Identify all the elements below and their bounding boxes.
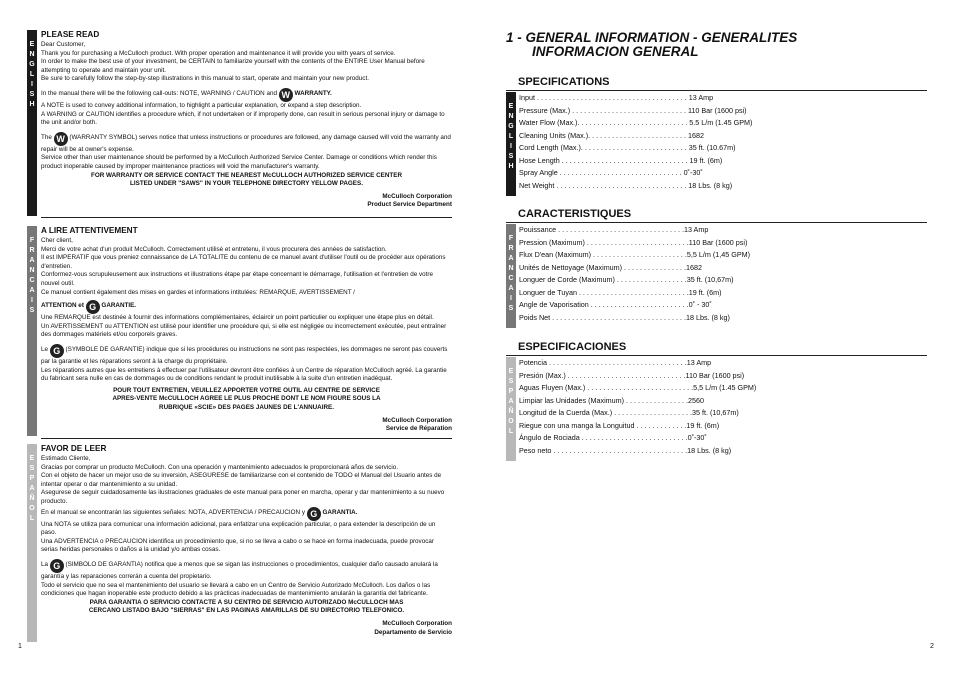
spec-spanish-rule <box>506 355 927 356</box>
spanish-contact-line1: PARA GARANTIA O SERVICIO CONTACTE A SU CENTRO DE SERVICIO AUTORIZADO McCULLOCH MAS <box>89 598 404 606</box>
page-number-left: 1 <box>18 643 22 650</box>
spec-row: Potencia . . . . . . . . . . . . . . . . . . . . . . . . . . . . . . . . . . .13 Amp <box>519 358 712 367</box>
tab-letter: A <box>508 285 514 292</box>
spec-spanish-tab <box>506 357 516 461</box>
english-section <box>41 30 452 210</box>
page-title <box>506 31 797 59</box>
spec-spanish <box>506 341 927 471</box>
spec-row: Aguas Fluyen (Max.) . . . . . . . . . . . . . . . . . . . . . . . . . . .5,5 L/m (1.45 GPM) <box>519 383 757 392</box>
tab-letter: S <box>29 307 35 314</box>
spec-row: Input . . . . . . . . . . . . . . . . . . . . . . . . . . . . . . . . . . . . . . 13 Amp <box>519 93 714 102</box>
tab-letter: I <box>31 297 33 304</box>
tab-letter: A <box>29 257 35 264</box>
spanish-la: La <box>41 560 49 568</box>
spanish-contact-line2: CERCANO LISTADO BAJO "SIERRAS" EN LAS PAGINAS AMARILLAS DE SU DIRECTORIO TELEFONICO. <box>88 607 405 615</box>
tab-letter: E <box>29 455 35 462</box>
spec-row: Angle de Vaporisation . . . . . . . . . . . . . . . . . . . . . . . . .0˚ - 30˚ <box>519 300 712 309</box>
tab-letter: I <box>510 143 512 150</box>
french-para-steps: Conformez-vous scrupuleusement aux instructions et illustrations étape par étape concernant le démarrage, l'utilisation et l'entretien de votre nouvel outil. <box>41 271 433 287</box>
tab-letter: S <box>29 91 35 98</box>
title-line2: INFORMACION GENERAL <box>532 44 699 59</box>
english-service-para: Service other than user maintenance should be performed by a McCulloch Authorized Service Center. Damage or conditions which render this product inoperable caused by improper maintenance practices will void the manufacturer's warranty. <box>41 154 437 170</box>
spec-french-rule <box>506 222 927 223</box>
tab-letter: C <box>29 277 35 284</box>
french-section <box>41 226 452 434</box>
spec-row: Spray Angle . . . . . . . . . . . . . . . . . . . . . . . . . . . . . . . 0˚-30˚ <box>519 168 703 177</box>
spec-row: Flux D'ean (Maximum) . . . . . . . . . . . . . . . . . . . . . . . .5,5 L/m (1,45 GPM) <box>519 250 751 259</box>
spec-row: Longuer de Corde (Maximum) . . . . . . . . . . . . . . . . . .35 ft. (10,67m) <box>519 275 734 284</box>
french-avertissement-para: Un AVERTISSEMENT ou ATTENTION est utilisé pour identifier une procédure qui, si elle est négligée ou incorrectement exécutée, peut entraîner des dommages matériels et/ou corporels graves. <box>41 322 447 339</box>
spec-row: Pression (Maximum) . . . . . . . . . . . . . . . . . . . . . . . . . .110 Bar (1600 psi) <box>519 237 748 247</box>
english-warranty-symbol-para: (WARRANTY SYMBOL) serves notice that unless instructions or procedures are followed, any damage caused will void the warranty and repair will be at owner's expense. <box>41 133 451 153</box>
spec-spanish-heading: ESPECIFICACIONES <box>518 341 627 353</box>
spanish-para-thanks: Gracias por comprar un producto McCulloch. Con una operación y mantenimiento adecuados le proporcionará años de servicio. <box>41 463 399 471</box>
tab-letter: O <box>508 418 514 425</box>
tab-letter: I <box>510 295 512 302</box>
english-warranty-word: WARRANTY. <box>294 89 332 97</box>
french-contact-line2: APRES-VENTE McCULLOCH AGREE LE PLUS PROCHE DONT LE NOM FIGURE SOUS LA <box>112 395 381 403</box>
spec-french-list <box>519 224 750 324</box>
page-number-right: 2 <box>930 643 934 650</box>
spec-row: Ángulo de Rociada . . . . . . . . . . . . . . . . . . . . . . . . . . .0˚-30˚ <box>519 433 707 442</box>
tab-letter: S <box>508 378 514 385</box>
spec-row: Unités de Nettoyage (Maximum) . . . . . . . . . . . . . . . .1682 <box>519 262 702 272</box>
french-service-para: Les réparations autres que les entretiens à effectuer par l'utilisateur devront être confiées à un Centre de réparation McCulloch agréé. La garantie du fabricant sera nulle en cas de dommages ou de conditions rendant le produit inutilisable à la suite d'un entretien inadéquat. <box>41 366 447 383</box>
tab-letter: A <box>508 398 514 405</box>
spanish-garantia-word: GARANTIA. <box>322 508 358 516</box>
french-para-thanks: Merci de votre achat d'un produit McCulloch. Correctement utilisé et entretenu, il vous procurera des années de satisfaction. <box>41 245 387 253</box>
tab-letter: N <box>508 113 514 120</box>
english-contact-line1: FOR WARRANTY OR SERVICE CONTACT THE NEAREST McCULLOCH AUTHORIZED SERVICE CENTER <box>90 171 402 179</box>
tab-letter: S <box>508 305 514 312</box>
spec-row: Water Flow (Max.). . . . . . . . . . . . . . . . . . . . . . . . . . . . 5.5 L/m (1.45 GPM) <box>519 118 753 127</box>
tab-letter: R <box>29 247 35 254</box>
tab-letter: L <box>29 515 35 522</box>
spanish-signature-dept: Departamento de Servicio <box>374 628 452 636</box>
spanish-nota-para: Una NOTA se utiliza para comunicar una información adicional, para enfatizar una explicación particular, o para extender la descripción de un paso. <box>41 520 436 537</box>
french-signature-dept: Service de Réparation <box>385 425 452 433</box>
spec-french-tab <box>506 224 516 328</box>
tab-letter: L <box>29 71 35 78</box>
spanish-advertencia-para: Una ADVERTENCIA o PRECAUCION identifica un procedimiento que, si no se lleva a cabo o se hace en forma inadecuada, puede provocar serias heridas personales o daños a la unidad y/o ambas cosas. <box>41 537 434 554</box>
french-para-imperatif: Il est IMPERATIF que vous preniez connaissance de LA TOTALITE du contenu de ce manuel avant d'utiliser l'outil ou de procéder aux opérations d'entretien. <box>41 254 446 270</box>
garantia-symbol-icon: G <box>50 559 64 573</box>
french-remarque-para: Une REMARQUE est destinée à fournir des informations complémentaires, éclaircir un point particulier ou expliquer une étape plus en détail. <box>41 314 434 322</box>
spec-row: Presión (Max.) . . . . . . . . . . . . . . . . . . . . . . . . . . . . . .110 Bar (1600 psi) <box>519 370 745 380</box>
spanish-para-steps: Asegurese de seguir cuidadosamente las ilustraciones graduales de este manual para poner en marcha, operar y dar mantenimiento a su nuevo producto. <box>41 489 445 505</box>
spec-english-list <box>519 92 752 192</box>
tab-letter: F <box>29 237 35 244</box>
spec-row: Peso neto . . . . . . . . . . . . . . . . . . . . . . . . . . . . . . . . . .18 Lbs. (8 kg) <box>519 445 732 455</box>
french-language-tab <box>27 226 37 436</box>
tab-letter: N <box>29 267 35 274</box>
french-contact-line1: POUR TOUT ENTRETIEN, VEUILLEZ APPORTER VOTRE OUTIL AU CENTRE DE SERVICE <box>113 386 380 394</box>
tab-letter: A <box>29 485 35 492</box>
spec-row: Longitud de la Cuerda (Max.) . . . . . . . . . . . . . . . . . . . .35 ft. (10,67m) <box>519 408 739 417</box>
tab-letter: P <box>29 475 35 482</box>
tab-letter: L <box>508 428 514 435</box>
french-heading: A LIRE ATTENTIVEMENT <box>41 226 138 235</box>
french-garantie-word: GARANTIE. <box>101 302 137 310</box>
tab-letter: Ñ <box>508 408 514 415</box>
tab-letter: H <box>508 163 514 170</box>
english-the: The <box>41 133 52 141</box>
spec-row: Pressure (Max.) . . . . . . . . . . . . . . . . . . . . . . . . . . . . . 110 Bar (1600 psi) <box>519 105 747 115</box>
tab-letter: A <box>29 287 35 294</box>
spec-french-heading: CARACTERISTIQUES <box>518 208 632 220</box>
garantie-g-icon: G <box>86 300 100 314</box>
english-para-certain: In order to make the best use of your investment, be CERTAIN to familiarize yourself with the contents of the ENTIRE User Manual before attempting to operate and maintain your unit. <box>41 58 425 74</box>
english-heading: PLEASE READ <box>41 30 100 39</box>
tab-letter: H <box>29 101 35 108</box>
spec-english-tab <box>506 92 516 196</box>
spanish-greeting: Estimado Cliente, <box>41 455 91 462</box>
warranty-w-icon: W <box>279 88 293 102</box>
tab-letter: G <box>508 123 514 130</box>
tab-letter: S <box>508 153 514 160</box>
spanish-callouts: En el manual se encontrarán las siguientes señales: NOTA, ADVERTENCIA / PRECAUCION y <box>41 508 305 516</box>
spanish-signature-company: McCulloch Corporation <box>382 619 452 627</box>
tab-letter: E <box>29 41 35 48</box>
french-attention: ATTENTION et <box>41 302 84 310</box>
english-para-thanks: Thank you for purchasing a McCulloch product. With proper operation and maintenance it will provide you with years of service. <box>41 49 396 57</box>
french-callouts: Ce manuel contient également des mises en gardes et informations intitulées: REMARQUE, AVERTISSEMENT / <box>41 288 355 296</box>
tab-letter: Ñ <box>29 495 35 502</box>
spec-row: Limpiar las Unidades (Maximum) . . . . . . . . . . . . . . . .2560 <box>519 395 704 405</box>
spanish-section <box>41 444 452 637</box>
spec-row: Riegue con una manga la Longuitud . . . . . . . . . . . . .19 ft. (6m) <box>519 420 720 430</box>
english-greeting: Dear Customer, <box>41 41 86 48</box>
tab-letter: C <box>508 275 514 282</box>
spec-row: Longuer de Tuyan . . . . . . . . . . . . . . . . . . . . . . . . . . . .19 ft. (6m) <box>519 287 722 297</box>
tab-letter: E <box>508 368 514 375</box>
title-line1: 1 - GENERAL INFORMATION - GENERALITES <box>506 30 798 45</box>
spec-english-rule <box>506 90 927 91</box>
english-para-steps: Be sure to carefully follow the step-by-step illustrations in this manual to start, operate and maintain your new product. <box>41 75 369 83</box>
english-signature-dept: Product Service Department <box>367 201 452 209</box>
tab-letter: L <box>508 133 514 140</box>
french-greeting: Cher client, <box>41 237 73 244</box>
french-divider <box>41 438 452 439</box>
spanish-heading: FAVOR DE LEER <box>41 444 107 453</box>
english-language-tab <box>27 30 37 216</box>
tab-letter: F <box>508 235 514 242</box>
spanish-para-asegurese: Con el objeto de hacer un mejor uso de su inversión, ASEGURESE de familiarizarse con el contenido de TODO el Manual del Usuario antes de intentar operar o dar mantenimiento a su unidad. <box>41 472 442 488</box>
spec-row: Net Weight . . . . . . . . . . . . . . . . . . . . . . . . . . . . . . . . . 18 Lbs. (8 kg) <box>519 180 733 190</box>
garantia-g-icon: G <box>307 507 321 521</box>
spanish-service-para: Todo el servicio que no sea el mantenimiento del usuario se llevará a cabo en un Centro de Servicio Autorizado McCulloch. Los daños o las condiciones que hagan inoperable este producto debido a las prácticas inadecuadas de mantenimiento anularán la garantía del fabricante. <box>41 581 431 598</box>
english-callouts: In the manual there will be the following call-outs: NOTE, WARNING / CAUTION and <box>41 89 277 97</box>
french-contact-line3: RUBRIQUE «SCIE» DES PAGES JAUNES DE L'ANNUAIRE. <box>159 403 334 411</box>
tab-letter: N <box>508 265 514 272</box>
tab-letter: G <box>29 61 35 68</box>
english-signature-company: McCulloch Corporation <box>382 192 452 200</box>
spec-english-heading: SPECIFICATIONS <box>518 76 610 88</box>
tab-letter: S <box>29 465 35 472</box>
tab-letter: P <box>508 388 514 395</box>
french-le: Le <box>41 345 49 353</box>
spec-row: Poids Net . . . . . . . . . . . . . . . . . . . . . . . . . . . . . . . . . .18 Lbs. (8 kg) <box>519 312 730 322</box>
english-warning-para: A WARNING or CAUTION identifies a procedure which, if not undertaken or if improperly done, can result in serious personal injury or damage to the unit and/or both. <box>41 110 445 127</box>
warranty-symbol-icon: W <box>54 132 68 146</box>
spec-row: Cord Length (Max.). . . . . . . . . . . . . . . . . . . . . . . . . . . 35 ft. (10.67m) <box>519 143 736 152</box>
spec-spanish-list <box>519 357 756 457</box>
tab-letter: I <box>31 81 33 88</box>
tab-letter: R <box>508 245 514 252</box>
garantie-symbol-icon: G <box>50 344 64 358</box>
spanish-simbolo-para: (SIMBOLO DE GARANTIA) notifica que a menos que se sigan las instrucciones o procedimientos, cualquier daño causado anulará la garantía y las reparaciones correrán a cuenta del propietario. <box>41 560 438 580</box>
tab-letter: N <box>29 51 35 58</box>
english-note-para: A NOTE is used to convey additional information, to highlight a particular explanation, or expand a step description. <box>41 101 362 109</box>
english-divider <box>41 217 452 218</box>
spanish-language-tab <box>27 444 37 642</box>
tab-letter: A <box>508 255 514 262</box>
spec-row: Hose Length . . . . . . . . . . . . . . . . . . . . . . . . . . . . . . . . 19 ft. (6m) <box>519 155 723 165</box>
spec-english <box>506 76 927 206</box>
french-signature-company: McCulloch Corporation <box>382 416 452 424</box>
english-contact-line2: LISTED UNDER "SAWS" IN YOUR TELEPHONE DIRECTORY YELLOW PAGES. <box>130 180 363 188</box>
spec-row: Cleaning Units (Max.). . . . . . . . . . . . . . . . . . . . . . . . . 1682 <box>519 130 704 140</box>
french-symbole-para: (SYMBOLE DE GARANTIE) indique que si les procédures ou instructions ne sont pas respectées, les dommages ne seront pas couverts par la garantie et les réparations seront à la charge du propriétaire. <box>41 345 448 365</box>
spec-row: Pouissance . . . . . . . . . . . . . . . . . . . . . . . . . . . . . . . .13 Amp <box>519 225 709 234</box>
tab-letter: E <box>508 103 514 110</box>
spec-french <box>506 208 927 338</box>
tab-letter: O <box>29 505 35 512</box>
